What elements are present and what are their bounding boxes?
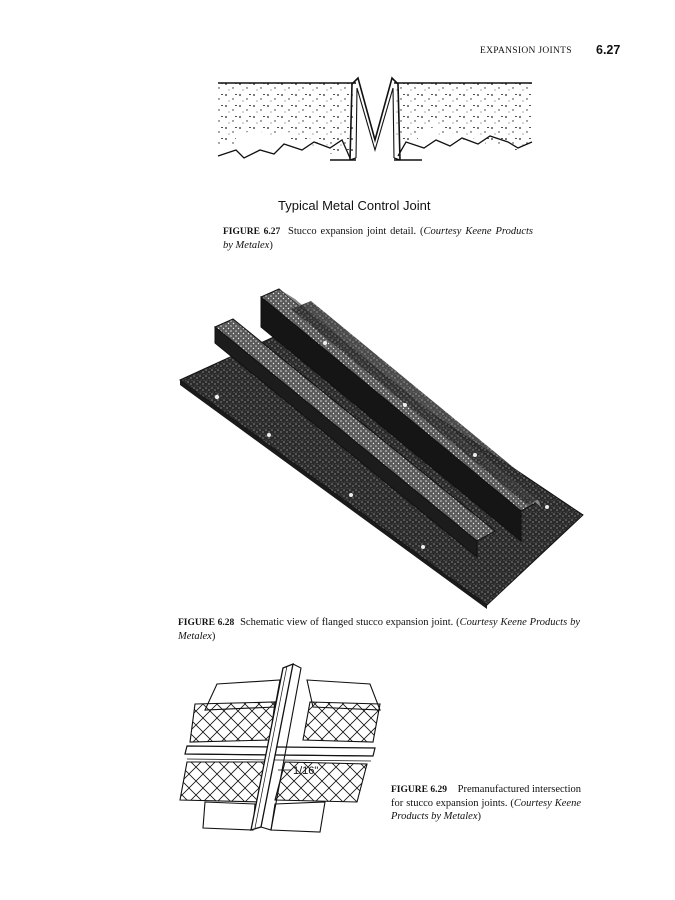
figure-6-28-caption-label: FIGURE 6.28 bbox=[178, 618, 235, 628]
figure-6-28-caption bbox=[178, 616, 580, 643]
running-header-title: EXPANSION JOINTS bbox=[480, 46, 572, 56]
figure-6-27-caption-end: ) bbox=[269, 240, 273, 251]
figure-6-27-diagram-label: Typical Metal Control Joint bbox=[278, 198, 431, 213]
figure-6-27-caption-credit: Courtesy Keene Products by Metalex bbox=[223, 226, 533, 251]
figure-6-29-caption-text: Premanufactured intersection for stucco expansion joints. ( bbox=[391, 784, 582, 809]
figure-6-29-intersection-drawing bbox=[175, 662, 390, 837]
figure-6-28-expansion-joint-photo bbox=[175, 285, 585, 610]
figure-6-29-caption bbox=[391, 783, 581, 823]
page-number: 6.27 bbox=[596, 43, 621, 57]
figure-6-28-caption-credit: Courtesy Keene Products by Metalex bbox=[178, 617, 581, 642]
figure-6-28-caption-end: ) bbox=[211, 631, 216, 642]
figure-6-29-caption-label: FIGURE 6.29 bbox=[391, 785, 447, 795]
figure-6-29-dimension-label: 1/16" bbox=[293, 765, 319, 777]
figure-6-28-caption-text: Schematic view of flanged stucco expansion joint. ( bbox=[240, 617, 460, 628]
figure-6-27-joint-drawing bbox=[210, 70, 540, 195]
figure-6-27-caption-label: FIGURE 6.27 bbox=[223, 227, 281, 237]
figure-6-29-caption-credit: Courtesy Keene Products by Metalex bbox=[391, 798, 581, 822]
figure-6-27-caption-text: Stucco expansion joint detail. ( bbox=[288, 226, 424, 237]
figure-6-29-caption-end: ) bbox=[477, 811, 481, 822]
figure-6-27-caption bbox=[223, 225, 533, 252]
